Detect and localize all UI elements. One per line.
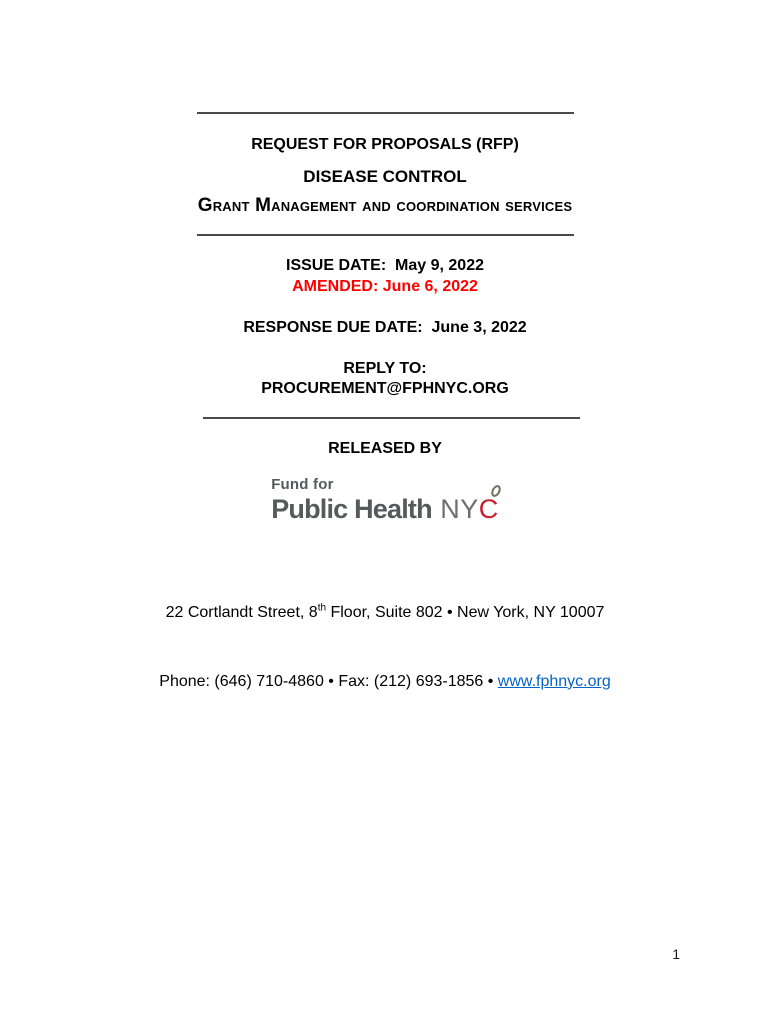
logo-city-c	[479, 494, 499, 524]
phone-fax-text: Phone: (646) 710-4860 • Fax: (212) 693-1856 •	[159, 673, 498, 690]
address-street: 22 Cortlandt Street, 8	[165, 604, 318, 621]
logo-main-text	[271, 493, 499, 530]
reply-to-email: PROCUREMENT@FPHNYC.ORG	[261, 380, 509, 397]
logo-city-nyc	[440, 494, 499, 524]
divider-top	[197, 112, 574, 114]
logo-name-public-health: Public Health	[271, 494, 432, 524]
program-title: DISEASE CONTROL	[303, 167, 467, 186]
divider-middle	[197, 234, 574, 236]
address-floor-ordinal: th	[317, 602, 327, 614]
amended-date: AMENDED: June 6, 2022	[292, 278, 478, 295]
reply-to-label: REPLY TO:	[343, 360, 427, 377]
contact-block	[0, 555, 770, 739]
logo-city-c-letter: C	[478, 494, 499, 524]
website-link[interactable]: www.fphnyc.org	[497, 673, 611, 690]
rfp-title: REQUEST FOR PROPOSALS (RFP)	[251, 136, 519, 153]
issue-date: ISSUE DATE: May 9, 2022	[286, 257, 484, 274]
services-title: Grant Management and coordination services	[197, 195, 573, 216]
address-rest: Floor, Suite 802 • New York, NY 10007	[326, 604, 605, 621]
logo-city-ny: NY	[440, 494, 479, 524]
address-line	[0, 601, 770, 624]
logo-tagline: Fund for	[271, 476, 334, 493]
released-by-logo-area	[0, 476, 770, 530]
divider-bottom	[203, 417, 580, 419]
response-due-date: RESPONSE DUE DATE: June 3, 2022	[243, 319, 527, 336]
page-number: 1	[672, 946, 680, 962]
fund-for-public-health-nyc-logo	[271, 476, 499, 530]
phone-fax-line	[0, 670, 770, 693]
released-by-label: RELEASED BY	[328, 440, 442, 457]
